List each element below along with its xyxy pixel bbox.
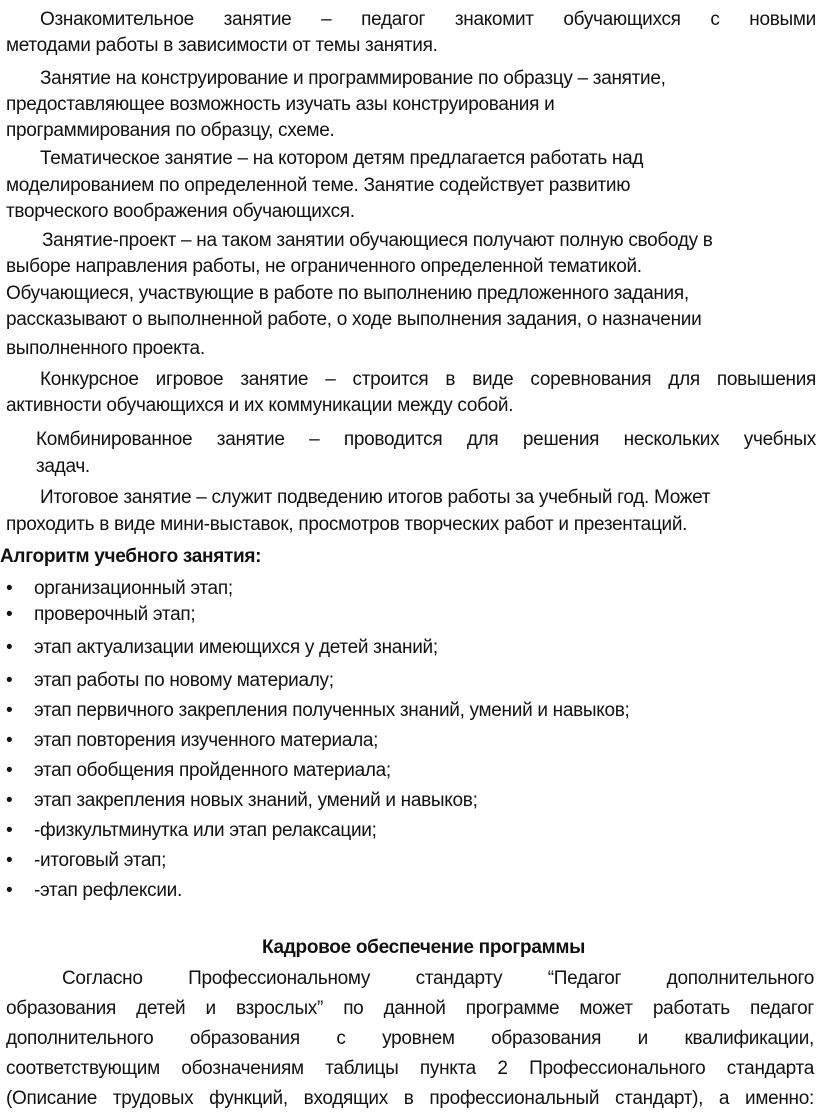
text-line: дополнительного образования с уровнем образования и квалификации,: [6, 1028, 814, 1049]
list-item-text: -физкультминутка или этап релаксации;: [34, 820, 377, 841]
bullet-icon: •: [6, 730, 13, 751]
text-line: выполненного проекта.: [6, 338, 205, 359]
list-item-text: этап первичного закрепления полученных знаний, умений и навыков;: [34, 700, 630, 721]
list-item-text: -этап рефлексии.: [34, 880, 182, 901]
text-line: Занятие-проект – на таком занятии обучающиеся получают полную свободу в: [42, 230, 713, 251]
bullet-icon: •: [6, 637, 13, 658]
list-item-text: проверочный этап;: [34, 604, 196, 625]
list-item-text: этап закрепления новых знаний, умений и навыков;: [34, 790, 478, 811]
text-line: методами работы в зависимости от темы занятия.: [6, 35, 438, 56]
text-line: образования детей и взрослых” по данной программе может работать педагог: [6, 998, 814, 1019]
text-line: творческого воображения обучающихся.: [6, 201, 355, 222]
bullet-icon: •: [6, 670, 13, 691]
text-line: рассказывают о выполненной работе, о ходе выполнения задания, о назначении: [6, 309, 702, 330]
bullet-icon: •: [6, 760, 13, 781]
bullet-icon: •: [6, 790, 13, 811]
text-line: Ознакомительное занятие – педагог знакомит обучающихся с новыми: [40, 9, 816, 30]
text-line: соответствующим обозначениям таблицы пункта 2 Профессионального стандарта: [6, 1058, 814, 1079]
text-line: Занятие на конструирование и программирование по образцу – занятие,: [40, 68, 666, 89]
text-line: Тематическое занятие – на котором детям предлагается работать над: [40, 148, 644, 169]
text-line: (Описание трудовых функций, входящих в профессиональный стандарт), а именно:: [6, 1088, 814, 1109]
list-item-text: -итоговый этап;: [34, 850, 167, 871]
bullet-icon: •: [6, 700, 13, 721]
text-line: задач.: [36, 456, 90, 477]
text-line: программирования по образцу, схеме.: [6, 120, 335, 141]
text-line: активности обучающихся и их коммуникации между собой.: [6, 395, 514, 416]
text-line: Итоговое занятие – служит подведению итогов работы за учебный год. Может: [40, 487, 711, 508]
list-item-text: организационный этап;: [34, 578, 233, 599]
text-line: предоставляющее возможность изучать азы конструирования и: [6, 94, 555, 115]
list-item-text: этап повторения изученного материала;: [34, 730, 379, 751]
list-item-text: этап обобщения пройденного материала;: [34, 760, 391, 781]
text-line: Комбинированное занятие – проводится для решения нескольких учебных: [36, 429, 816, 450]
bullet-icon: •: [6, 578, 13, 599]
algorithm-heading: Алгоритм учебного занятия:: [0, 546, 262, 567]
list-item-text: этап актуализации имеющихся у детей знаний;: [34, 637, 438, 658]
text-line: проходить в виде мини-выставок, просмотров творческих работ и презентаций.: [6, 514, 688, 535]
list-item-text: этап работы по новому материалу;: [34, 670, 334, 691]
bullet-icon: •: [6, 820, 13, 841]
bullet-icon: •: [6, 880, 13, 901]
text-line: выборе направления работы, не ограниченного определенной тематикой.: [6, 256, 642, 277]
bullet-icon: •: [6, 850, 13, 871]
text-line: Конкурсное игровое занятие – строится в виде соревнования для повышения: [40, 369, 816, 390]
staffing-heading: Кадровое обеспечение программы: [262, 937, 586, 958]
text-line: Обучающиеся, участвующие в работе по выполнению предложенного задания,: [6, 283, 689, 304]
text-line: моделированием по определенной теме. Занятие содействует развитию: [6, 175, 631, 196]
bullet-icon: •: [6, 604, 13, 625]
text-line: Согласно Профессиональному стандарту “Педагог дополнительного: [62, 968, 814, 989]
